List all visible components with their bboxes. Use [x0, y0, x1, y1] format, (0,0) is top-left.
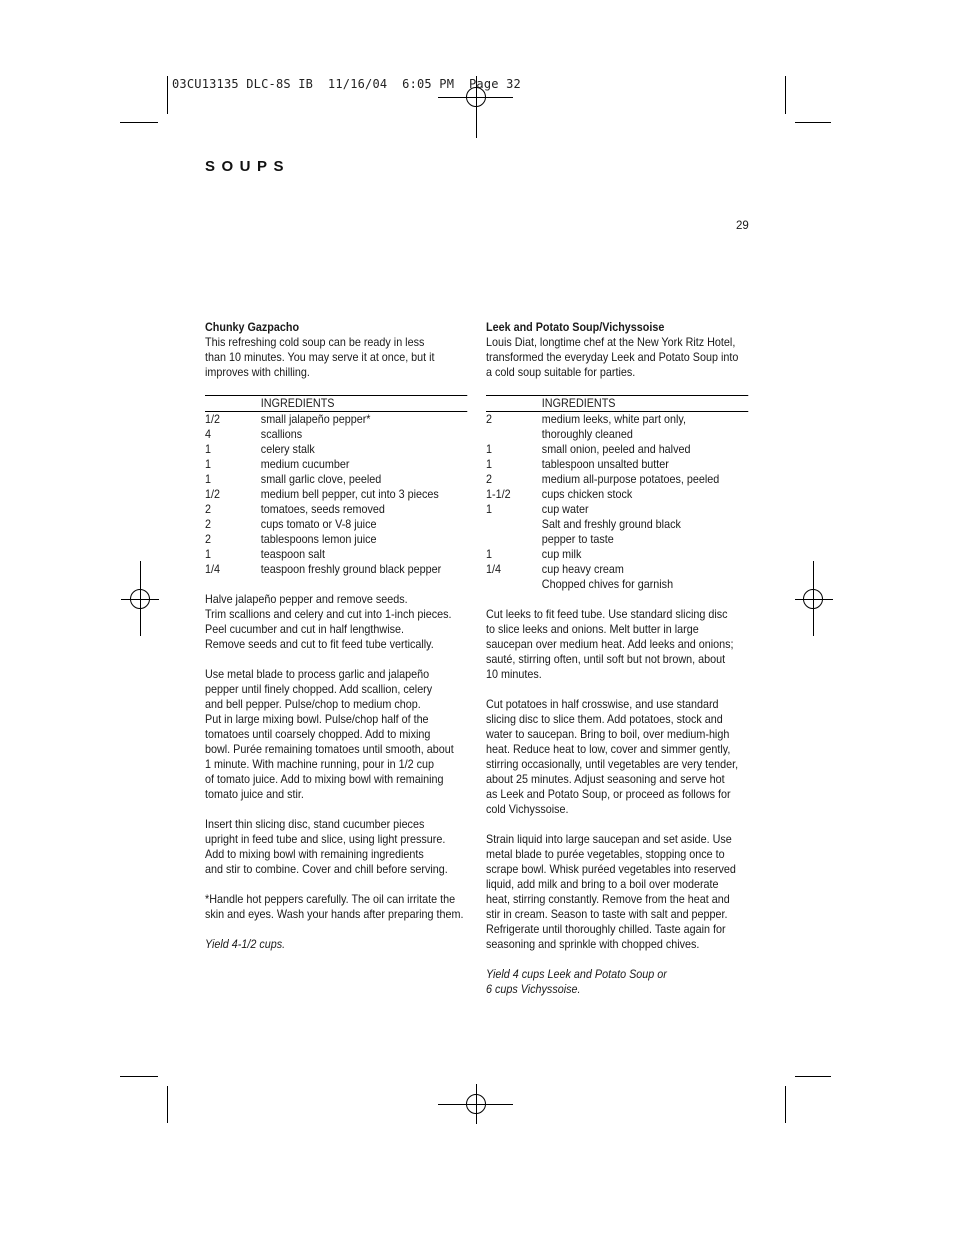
ingredient-row	[205, 472, 467, 487]
ingredient-name: cup milk	[541, 548, 582, 561]
crop-mark	[120, 1076, 158, 1077]
crop-mark	[785, 1086, 786, 1123]
ingredient-quantity	[486, 517, 542, 532]
recipe-intro	[205, 335, 467, 380]
ingredient-name: cup water	[541, 503, 589, 516]
step-line: stir in cream. Season to taste with salt and pepper.	[486, 908, 728, 921]
crop-mark	[795, 1076, 831, 1077]
ingredient-name: medium bell pepper, cut into 3 pieces	[260, 488, 439, 501]
step-paragraph	[205, 817, 467, 877]
intro-line: Louis Diat, longtime chef at the New York Ritz Hotel,	[486, 336, 736, 349]
crop-mark	[120, 122, 158, 123]
step-line: Insert thin slicing disc, stand cucumber pieces	[205, 818, 425, 831]
ingredient-row	[486, 412, 748, 427]
ingredient-name: teaspoon salt	[260, 548, 325, 561]
crop-mark	[167, 76, 168, 114]
ingredient-row	[486, 532, 748, 547]
section-title: SOUPS	[205, 158, 291, 175]
ingredient-name: cups tomato or V-8 juice	[260, 518, 377, 531]
step-line: sauté, stirring often, until soft but not brown, about	[486, 653, 726, 666]
step-line: Cut leeks to fit feed tube. Use standard slicing disc	[486, 608, 728, 621]
intro-line: improves with chilling.	[205, 366, 310, 379]
intro-line: a cold soup suitable for parties.	[486, 366, 636, 379]
step-line: Strain liquid into large saucepan and set aside. Use	[486, 833, 732, 846]
ingredient-quantity: 1	[205, 443, 212, 456]
ingredient-row	[486, 472, 748, 487]
ingredient-row	[205, 547, 467, 562]
step-line: to slice leeks and onions. Melt butter in large	[486, 623, 699, 636]
ingredient-row	[205, 457, 467, 472]
ingredient-name: cups chicken stock	[541, 488, 633, 501]
ingredient-quantity	[486, 577, 542, 592]
ingredient-quantity: 1	[486, 443, 493, 456]
step-paragraph	[486, 832, 748, 952]
ingredient-name: tomatoes, seeds removed	[260, 503, 385, 516]
step-line: metal blade to purée vegetables, stopping once to	[486, 848, 725, 861]
crop-mark	[167, 1086, 168, 1123]
ingredient-row	[486, 427, 748, 442]
step-line: liquid, add milk and bring to a boil over moderate	[486, 878, 719, 891]
step-line: cold Vichyssoise.	[486, 803, 569, 816]
crop-mark	[795, 122, 831, 123]
step-line: Halve jalapeño pepper and remove seeds.	[205, 593, 408, 606]
ingredient-quantity: 1	[205, 548, 212, 561]
step-line: upright in feed tube and slice, using light pressure.	[205, 833, 446, 846]
step-line: Peel cucumber and cut in half lengthwise.	[205, 623, 404, 636]
step-line: tomato juice and stir.	[205, 788, 304, 801]
ingredient-quantity: 2	[205, 533, 212, 546]
ingredient-quantity: 1	[486, 458, 493, 471]
ingredients-header: INGREDIENTS	[541, 397, 616, 410]
ingredient-quantity: 2	[205, 503, 212, 516]
recipe-intro	[486, 335, 748, 380]
step-line: 10 minutes.	[486, 668, 542, 681]
ingredient-name: tablespoons lemon juice	[260, 533, 377, 546]
ingredient-name: cup heavy cream	[541, 563, 624, 576]
ingredient-quantity: 2	[205, 518, 212, 531]
ingredient-quantity: 1-1/2	[486, 488, 511, 501]
step-paragraph	[486, 697, 748, 817]
ingredient-quantity: 2	[486, 413, 493, 426]
recipe-steps	[486, 607, 748, 967]
recipe-yield	[486, 967, 748, 997]
intro-line: transformed the everyday Leek and Potato Soup into	[486, 351, 739, 364]
ingredient-row	[205, 427, 467, 442]
ingredient-name: small jalapeño pepper*	[260, 413, 371, 426]
ingredients-table	[205, 395, 467, 577]
ingredient-name: Chopped chives for garnish	[541, 578, 674, 591]
step-line: Cut potatoes in half crosswise, and use standard	[486, 698, 719, 711]
ingredient-quantity: 1	[205, 458, 212, 471]
step-line: Remove seeds and cut to fit feed tube vertically.	[205, 638, 434, 651]
ingredient-row	[205, 487, 467, 502]
ingredients-list	[486, 412, 748, 592]
ingredient-quantity: 1/2	[205, 488, 220, 501]
recipe-chunky-gazpacho	[205, 320, 467, 952]
ingredient-row	[486, 442, 748, 457]
step-paragraph	[205, 667, 467, 802]
ingredients-table	[486, 395, 748, 592]
step-line: of tomato juice. Add to mixing bowl with remaining	[205, 773, 444, 786]
step-line: Use metal blade to process garlic and jalapeño	[205, 668, 430, 681]
step-line: saucepan over medium heat. Add leeks and onions;	[486, 638, 734, 651]
step-line: as Leek and Potato Soup, or proceed as follows for	[486, 788, 731, 801]
step-paragraph	[205, 892, 467, 922]
print-slug: 03CU13135 DLC-8S IB 11/16/04 6:05 PM Page 32	[172, 77, 521, 91]
step-line: Put in large mixing bowl. Pulse/chop half of the	[205, 713, 429, 726]
recipe-steps	[205, 592, 467, 937]
ingredient-quantity: 1	[486, 548, 493, 561]
ingredient-quantity: 2	[486, 473, 493, 486]
step-paragraph	[205, 592, 467, 652]
intro-line: This refreshing cold soup can be ready in less	[205, 336, 425, 349]
ingredient-row	[486, 547, 748, 562]
step-line: heat. Reduce heat to low, cover and simmer gently,	[486, 743, 731, 756]
ingredients-list	[205, 412, 467, 577]
page-number: 29	[736, 220, 749, 232]
ingredient-name: tablespoon unsalted butter	[541, 458, 669, 471]
ingredient-name: thoroughly cleaned	[541, 428, 633, 441]
step-line: stirring occasionally, until vegetables are very tender,	[486, 758, 739, 771]
step-line: Add to mixing bowl with remaining ingredients	[205, 848, 424, 861]
step-line: heat, stirring constantly. Remove from the heat and	[486, 893, 730, 906]
intro-line: than 10 minutes. You may serve it at once, but it	[205, 351, 435, 364]
step-line: and stir to combine. Cover and chill before serving.	[205, 863, 448, 876]
crop-mark	[785, 76, 786, 114]
ingredient-row	[486, 577, 748, 592]
step-paragraph	[486, 607, 748, 682]
step-line: Trim scallions and celery and cut into 1-inch pieces.	[205, 608, 452, 621]
ingredient-name: medium leeks, white part only,	[541, 413, 687, 426]
step-line: and bell pepper. Pulse/chop to medium chop.	[205, 698, 421, 711]
ingredient-row	[486, 502, 748, 517]
step-line: tomatoes until coarsely chopped. Add to mixing	[205, 728, 431, 741]
ingredients-header: INGREDIENTS	[260, 397, 335, 410]
step-line: seasoning and sprinkle with chopped chives.	[486, 938, 700, 951]
ingredient-quantity	[486, 532, 542, 547]
ingredient-name: small garlic clove, peeled	[260, 473, 382, 486]
ingredient-row	[486, 487, 748, 502]
ingredient-quantity: 4	[205, 428, 212, 441]
ingredient-quantity: 1	[205, 473, 212, 486]
step-line: 1 minute. With machine running, pour in 1/2 cup	[205, 758, 434, 771]
recipe-title: Chunky Gazpacho	[205, 321, 300, 334]
ingredient-quantity: 1/2	[205, 413, 220, 426]
recipe-yield	[205, 937, 467, 952]
step-line: *Handle hot peppers carefully. The oil can irritate the	[205, 893, 456, 906]
ingredient-name: teaspoon freshly ground black pepper	[260, 563, 442, 576]
ingredients-header-row	[486, 396, 748, 412]
step-line: scrape bowl. Whisk puréed vegetables into reserved	[486, 863, 736, 876]
ingredient-row	[205, 517, 467, 532]
ingredient-row	[205, 532, 467, 547]
ingredient-row	[486, 457, 748, 472]
recipe-leek-potato-soup	[486, 320, 748, 997]
step-line: Refrigerate until thoroughly chilled. Taste again for	[486, 923, 726, 936]
ingredient-quantity: 1	[486, 503, 493, 516]
ingredient-quantity	[486, 427, 542, 442]
ingredient-row	[205, 562, 467, 577]
yield-line: Yield 4-1/2 cups.	[205, 938, 286, 951]
recipe-title: Leek and Potato Soup/Vichyssoise	[486, 321, 665, 334]
ingredient-row	[205, 412, 467, 427]
ingredient-row	[486, 562, 748, 577]
step-line: water to saucepan. Bring to boil, over medium-high	[486, 728, 730, 741]
ingredient-name: pepper to taste	[541, 533, 614, 546]
ingredient-name: small onion, peeled and halved	[541, 443, 691, 456]
ingredient-row	[486, 517, 748, 532]
ingredient-row	[205, 502, 467, 517]
ingredient-name: scallions	[260, 428, 303, 441]
yield-line: Yield 4 cups Leek and Potato Soup or	[486, 968, 667, 981]
ingredient-row	[205, 442, 467, 457]
yield-line: 6 cups Vichyssoise.	[486, 983, 581, 996]
step-line: pepper until finely chopped. Add scallion, celery	[205, 683, 433, 696]
step-line: about 25 minutes. Adjust seasoning and serve hot	[486, 773, 725, 786]
ingredient-name: medium cucumber	[260, 458, 350, 471]
ingredient-quantity: 1/4	[205, 563, 220, 576]
ingredient-name: medium all-purpose potatoes, peeled	[541, 473, 720, 486]
ingredients-header-row	[205, 396, 467, 412]
ingredient-name: Salt and freshly ground black	[541, 518, 681, 531]
ingredient-quantity: 1/4	[486, 563, 501, 576]
ingredient-name: celery stalk	[260, 443, 315, 456]
step-line: skin and eyes. Wash your hands after preparing them.	[205, 908, 464, 921]
step-line: slicing disc to slice them. Add potatoes, stock and	[486, 713, 723, 726]
step-line: bowl. Purée remaining tomatoes until smooth, about	[205, 743, 454, 756]
